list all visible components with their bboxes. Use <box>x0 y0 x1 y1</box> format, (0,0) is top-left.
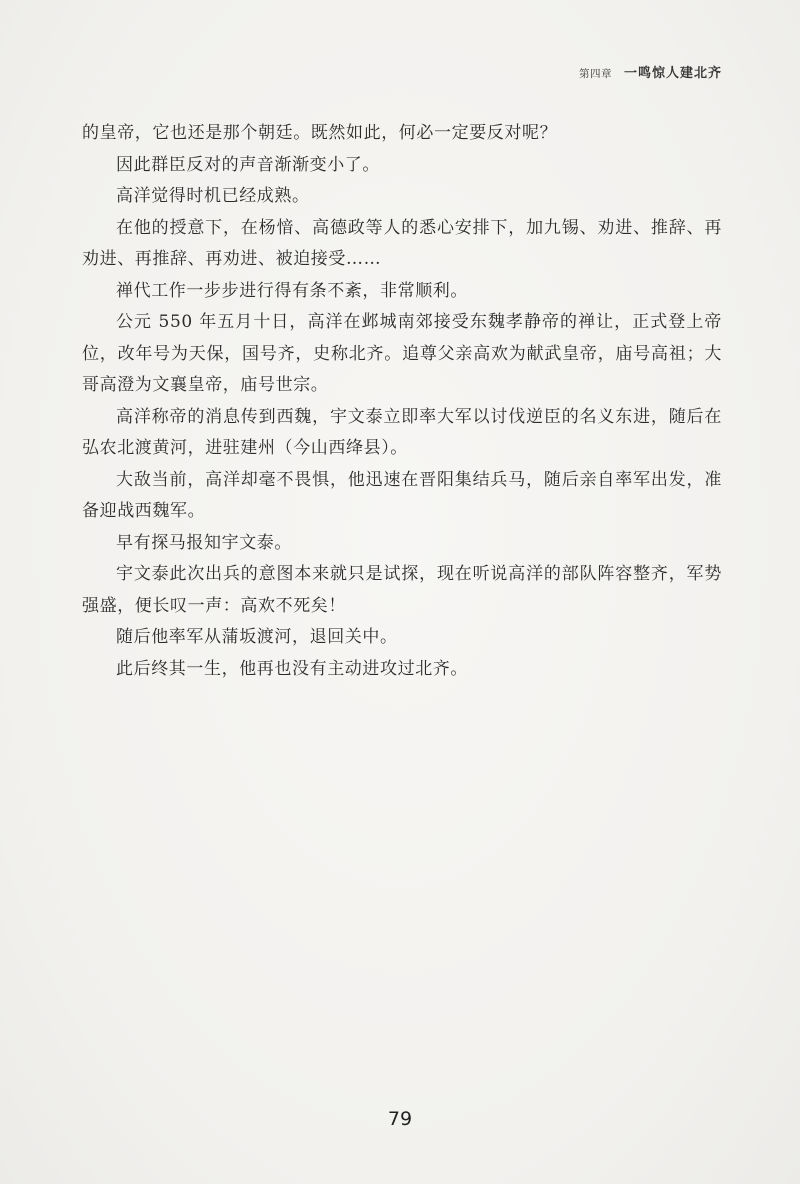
paragraph: 宇文泰此次出兵的意图本来就只是试探，现在听说高洋的部队阵容整齐，军势强盛，便长叹一声：高欢不死矣！ <box>82 564 722 616</box>
paragraph: 禅代工作一步步进行得有条不紊，非常顺利。 <box>116 280 468 301</box>
paragraph: 大敌当前，高洋却毫不畏惧，他迅速在晋阳集结兵马，随后亲自率军出发，准备迎战西魏军。 <box>82 469 722 521</box>
paragraph: 高洋觉得时机已经成熟。 <box>116 186 310 206</box>
paragraph: 随后他率军从蒲坂渡河，退回关中。 <box>116 627 398 647</box>
chapter-title: 一鸣惊人建北齐 <box>623 66 722 81</box>
paragraph: 高洋称帝的消息传到西魏，宇文泰立即率大军以讨伐逆臣的名义东进，随后在弘农北渡黄河，进驻建州（今山西绛县）。 <box>82 406 722 458</box>
running-header <box>579 62 722 81</box>
paragraph: 的皇帝，它也还是那个朝廷。既然如此，何必一定要反对呢？ <box>82 123 558 143</box>
page-number: 79 <box>387 1108 413 1130</box>
paragraph: 因此群臣反对的声音渐渐变小了。 <box>116 154 380 175</box>
paragraph: 在他的授意下，在杨愔、高德政等人的悉心安排下，加九锡、劝进、推辞、再劝进、再推辞、再劝进、被迫接受…… <box>82 217 722 269</box>
chapter-label: 第四章 <box>578 68 612 80</box>
paragraph: 公元 550 年五月十日，高洋在邺城南郊接受东魏孝静帝的禅让，正式登上帝位，改年号为天保，国号齐，史称北齐。追尊父亲高欢为献武皇帝，庙号高祖；大哥高澄为文襄皇帝，庙号世宗。 <box>82 312 722 395</box>
paragraph: 此后终其一生，他再也没有主动进攻过北齐。 <box>116 658 468 679</box>
body-text <box>82 118 722 685</box>
paragraph: 早有探马报知宇文泰。 <box>116 532 292 553</box>
